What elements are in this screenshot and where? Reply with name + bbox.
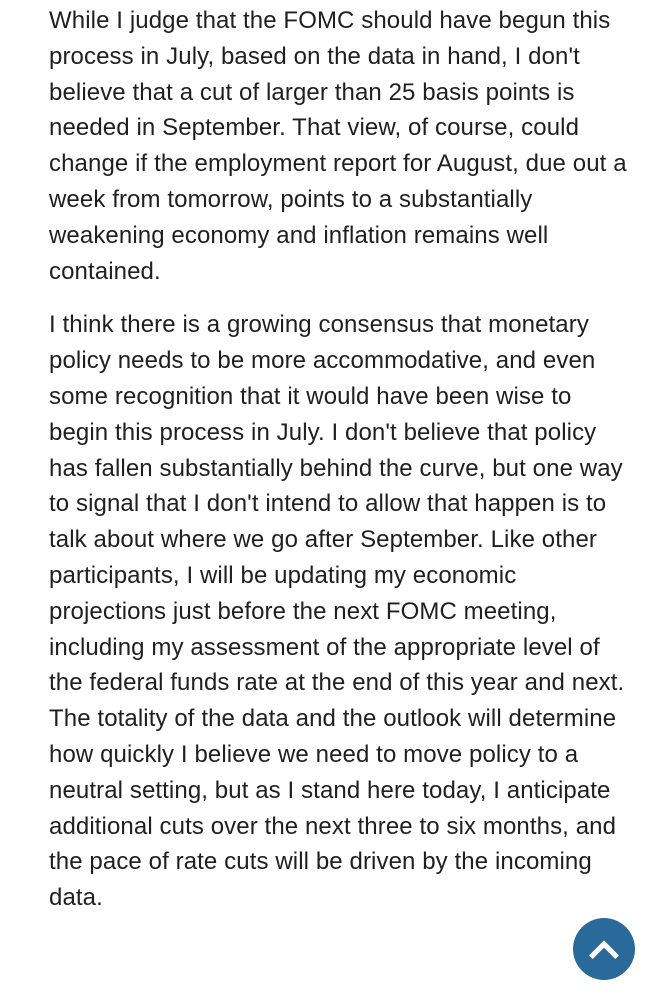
scroll-to-top-button[interactable]: [573, 918, 635, 980]
chevron-up-icon: [587, 932, 621, 966]
article-paragraph-2: I think there is a growing consensus that monetary policy needs to be more accommodative, and even some recognition that it would have been wise to begin this process in July. I don't believe that policy has fallen substantially behind the curve, but one way to signal that I don't intend to allow that happen is to talk about where we go after September. Like other participants, I will be updating my economic projections just before the next FOMC meeting, including my assessment of the appropriate level of the federal funds rate at the end of this year and next. The totality of the data and the outlook will determine how quickly I believe we need to move policy to a neutral setting, but as I stand here today, I anticipate additional cuts over the next three to six months, and the pace of rate cuts will be driven by the incoming data.: [49, 311, 625, 912]
article-body: [49, 0, 629, 916]
article-paragraph-1: While I judge that the FOMC should have begun this process in July, based on the data in hand, I don't believe that a cut of larger than 25 basis points is needed in September. That view, of course, could change if the employment report for August, due out a week from tomorrow, points to a substantially weakening economy and inflation remains well contained.: [49, 7, 627, 285]
